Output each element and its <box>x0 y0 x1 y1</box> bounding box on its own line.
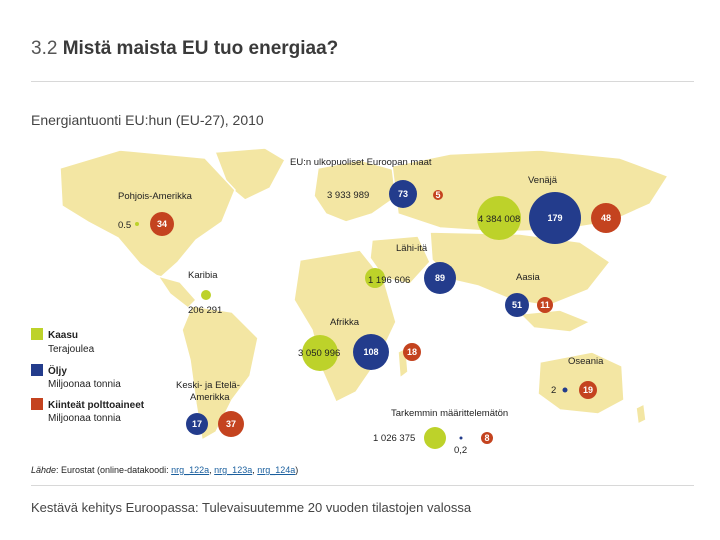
land-new-zealand <box>636 404 646 424</box>
legend-solid-title: Kiinteät polttoaineet <box>48 400 145 411</box>
label-venaja: Venäjä <box>528 175 558 186</box>
label-aasia: Aasia <box>516 272 540 283</box>
label-oseania: Oseania <box>568 356 604 367</box>
asia-solid-value: 11 <box>540 300 550 310</box>
source-link-nrg-124a[interactable]: nrg_124a <box>257 465 296 475</box>
africa-solid-value: 18 <box>406 347 418 357</box>
caribbean-gas-value: 206 291 <box>188 305 223 316</box>
oceania-oil-value: 2 <box>551 385 557 396</box>
north-america-solid-value: 34 <box>156 219 168 229</box>
unspecified-gas-bubble <box>424 427 446 449</box>
legend-oil-unit: Miljoonaa tonnia <box>48 379 121 390</box>
oceania-oil-bubble <box>563 388 568 393</box>
page-title: Mistä maista EU tuo energiaa? <box>62 38 339 59</box>
europe-oil-value: 73 <box>397 189 409 199</box>
legend-gas-title: Kaasu <box>48 330 79 341</box>
figure-subtitle: Energiantuonti EU:hun (EU-27), 2010 <box>31 112 264 128</box>
africa-gas-value: 3 050 996 <box>298 348 341 359</box>
legend-solid-unit: Miljoonaa tonnia <box>48 413 121 424</box>
land-se-asia <box>520 310 590 332</box>
europe-solid-value: 5 <box>435 190 441 200</box>
source-note <box>31 465 298 475</box>
caribbean-gas-bubble <box>201 290 211 300</box>
label-keski-etela-line1: Keski- ja Etelä- <box>176 380 240 391</box>
legend-gas-unit: Terajoulea <box>48 344 95 355</box>
label-lahi-ita: Lähi-itä <box>396 243 428 254</box>
label-karibia: Karibia <box>188 270 218 281</box>
source-link-nrg-123a[interactable]: nrg_123a <box>214 465 253 475</box>
source-suffix: ) <box>295 465 299 475</box>
land-north-america <box>60 150 235 278</box>
middle-east-gas-value: 1 196 606 <box>368 275 411 286</box>
legend-oil-swatch <box>31 364 43 376</box>
north-america-gas-value: 0.5 <box>118 220 132 231</box>
russia-oil-value: 179 <box>547 213 563 223</box>
source-prefix: Lähde <box>31 465 57 475</box>
legend <box>31 328 145 424</box>
label-keski-etela-line2: Amerikka <box>190 392 230 403</box>
asia-oil-value: 51 <box>511 300 523 310</box>
middle-east-oil-value: 89 <box>434 273 446 283</box>
source-text: : Eurostat (online-datakoodi: <box>56 465 172 475</box>
label-pohjois-amerikka: Pohjois-Amerikka <box>118 191 192 202</box>
russia-gas-value: 4 384 008 <box>478 214 521 225</box>
unspecified-gas-value: 1 026 375 <box>373 433 416 444</box>
south-america-oil-value: 17 <box>191 419 203 429</box>
bottom-divider <box>31 485 694 486</box>
source-sep-2: , <box>252 465 258 475</box>
section-number: 3.2 <box>31 38 58 59</box>
legend-oil-title: Öljy <box>48 366 67 377</box>
label-afrikka: Afrikka <box>330 317 360 328</box>
europe-gas-value: 3 933 989 <box>327 190 370 201</box>
source-link-nrg-122a[interactable]: nrg_122a <box>171 465 210 475</box>
north-america-gas-bubble <box>135 222 139 226</box>
unspecified-oil-bubble <box>460 437 463 440</box>
unspecified-oil-value: 0,2 <box>454 445 468 456</box>
oceania-solid-value: 19 <box>582 385 594 395</box>
legend-gas-swatch <box>31 328 43 340</box>
legend-solid-swatch <box>31 398 43 410</box>
source-sep-1: , <box>209 465 215 475</box>
footer-text: Kestävä kehitys Euroopassa: Tulevaisuutemme 20 vuoden tilastojen valossa <box>31 500 472 515</box>
south-america-solid-value: 37 <box>225 419 237 429</box>
russia-solid-value: 48 <box>600 213 612 223</box>
africa-oil-value: 108 <box>363 347 379 357</box>
map-heading: EU:n ulkopuoliset Euroopan maat <box>290 157 432 168</box>
unspecified-solid-value: 8 <box>484 433 490 443</box>
label-tarkemmin: Tarkemmin määrittelemätön <box>391 408 509 419</box>
